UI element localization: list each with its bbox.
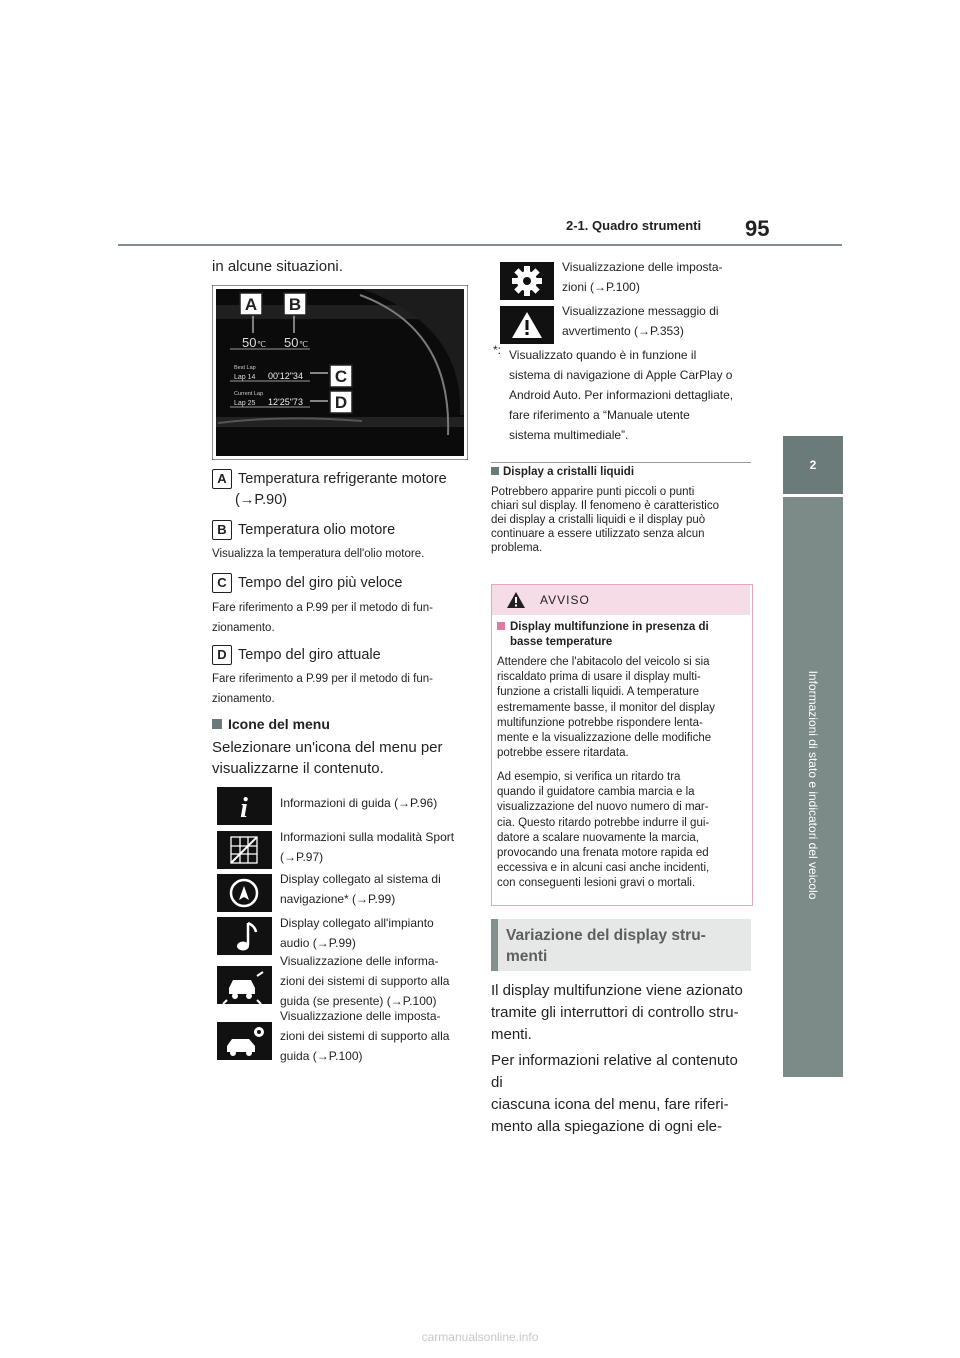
item-d-desc: Fare riferimento a P.99 per il metodo di fun- (212, 673, 433, 685)
item-b-desc: Visualizza la temperatura dell'olio motore. (212, 548, 425, 560)
best-lap-label: Best Lap (234, 365, 256, 371)
page-number: 95 (745, 216, 770, 241)
svg-text:C: C (334, 367, 348, 386)
body-text: Il display multifunzione viene azionato tramite gli interruttori di controllo stru- menti. Per informazioni relative al contenuto di ciascuna icona del menu, fare riferi- mento alla spiegazione di ogni ele- (491, 982, 743, 1135)
coolant-temp: 50 (242, 335, 257, 350)
best-lap-number: Lap 14 (234, 374, 256, 381)
caution-icon (506, 591, 526, 609)
current-lap-time: 12'25"73 (268, 397, 303, 407)
current-lap-number: Lap 25 (234, 400, 256, 407)
badge-b (284, 293, 306, 315)
gear-icon[interactable] (500, 262, 554, 300)
menu-item-support-info: Visualizzazione delle informa- zioni dei sistemi di supporto alla guida (se presente) (→P.100) (280, 954, 450, 1008)
warning-heading: Display multifunzione in presenza di basse temperature (497, 620, 745, 650)
menu-item-warnings: Visualizzazione messaggio di avvertimento (→P.353) (562, 304, 719, 338)
warning-header: AVVISO (492, 585, 750, 615)
best-lap-time: 00'12"34 (268, 371, 303, 381)
menu-item-settings: Visualizzazione delle imposta- zioni (→P.100) (562, 260, 723, 294)
item-d-desc-2: zionamento. (212, 693, 275, 705)
svg-text:A: A (244, 295, 258, 314)
vehicle-settings-icon[interactable] (217, 1022, 272, 1060)
svg-text:i: i (240, 793, 248, 824)
svg-text:℃: ℃ (299, 340, 308, 349)
menu-intro-2: visualizzarne il contenuto. (212, 760, 384, 777)
square-bullet-icon (497, 622, 505, 630)
sport-grid-icon[interactable] (217, 831, 272, 869)
instrument-display-image (212, 285, 468, 460)
item-b: B Temperatura olio motore (212, 520, 395, 540)
menu-item-audio: Display collegato all'impianto audio (→P.99) (280, 916, 434, 950)
item-a: A Temperatura refrigerante motore (212, 469, 447, 489)
menu-item-support-settings: Visualizzazione delle imposta- zioni dei sistemi di supporto alla guida (→P.100) (280, 1009, 450, 1063)
menu-item-sport: Informazioni sulla modalità Sport (→P.97) (280, 830, 455, 864)
current-lap-label: Current Lap (234, 391, 264, 397)
section-heading: Variazione del display stru- menti (506, 927, 706, 965)
divider (491, 462, 751, 463)
footnote-mark: *: (493, 343, 502, 357)
music-note-icon[interactable] (217, 917, 272, 955)
item-d: D Tempo del giro attuale (212, 645, 381, 665)
item-a-ref[interactable]: (→P.90) (235, 492, 288, 508)
square-bullet-icon (491, 467, 499, 475)
footnote: Visualizzato quando è in funzione il sistema di navigazione di Apple CarPlay o Android Auto. Per informazioni dettagliate, fare riferimento a “Manuale utente sistema multimediale”. (509, 348, 734, 442)
svg-text:D: D (334, 393, 348, 412)
menu-item-driving-info: Informazioni di guida (→P.96) (280, 796, 438, 810)
header-rule (118, 244, 842, 246)
svg-text:B: B (288, 295, 302, 314)
warning-triangle-icon[interactable] (500, 306, 554, 344)
section-heading-bar (491, 919, 498, 971)
menu-intro: Selezionare un'icona del menu per (212, 739, 443, 756)
warning-para-2: Ad esempio, si verifica un ritardo tra quando il guidatore cambia marcia e la visualizzazione del nuovo numero di mar- cia. Questo ritardo potrebbe indurre il gui- datore a scalare nuovamente la marcia, provocando una frenata motore rapida ed eccessiva e in alcuni casi anche incidenti, con conseguenti lesioni gravi o mortali. (497, 771, 710, 890)
intro-text: in alcune situazioni. (212, 258, 343, 275)
menu-item-navigation: Display collegato al sistema di navigazione* (→P.99) (280, 872, 441, 906)
watermark: carmanualsonline.info (421, 1330, 539, 1344)
item-c-desc-2: zionamento. (212, 622, 275, 634)
menu-heading: Icone del menu (212, 716, 330, 732)
square-bullet-icon (212, 719, 222, 729)
navigation-icon[interactable] (217, 874, 272, 912)
badge-d (330, 391, 352, 413)
lcd-heading: Display a cristalli liquidi (491, 466, 634, 478)
warning-para-1: Attendere che l'abitacolo del veicolo si sia riscaldato prima di usare il display multi- funzione a cristalli liquidi. A temperature estremamente basse, il monitor del display multifunzione potrebbe rispondere lenta- mente e la visualizzazione delle modifiche potrebbe essere ritardata. (497, 656, 715, 760)
badge-c (330, 365, 352, 387)
oil-temp: 50 (284, 335, 299, 350)
lcd-text: Potrebbero apparire punti piccoli o punti chiari sul display. Il fenomeno è caratteristico dei display a cristalli liquidi e il display può continuare a essere utilizzato senza alcun problema. (491, 486, 719, 554)
section-title: 2-1. Quadro strumenti (566, 218, 702, 233)
driving-support-icon[interactable] (217, 966, 272, 1004)
info-icon[interactable] (217, 787, 272, 825)
item-c: C Tempo del giro più veloce (212, 573, 402, 593)
chapter-label: Informazioni di stato e indicatori del veicolo (806, 670, 820, 900)
svg-text:℃: ℃ (257, 340, 266, 349)
chapter-tab[interactable]: 2 (783, 436, 843, 494)
badge-a (240, 293, 262, 315)
item-c-desc: Fare riferimento a P.99 per il metodo di fun- (212, 602, 433, 614)
